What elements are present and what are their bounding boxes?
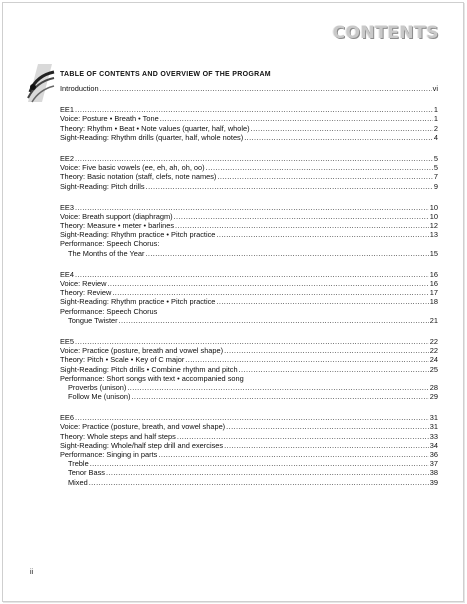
toc-entry-label: Theory: Measure • meter • barlines <box>60 221 175 231</box>
toc-entry-page: 21 <box>429 315 438 325</box>
toc-entry-label: Tenor Bass <box>68 468 105 478</box>
toc-entry[interactable] <box>60 441 438 450</box>
toc-entry-page: 5 <box>433 163 438 173</box>
toc-entry[interactable] <box>60 182 438 191</box>
toc-entry-page: 16 <box>429 279 438 288</box>
toc-entry[interactable] <box>60 355 438 364</box>
leader-dots <box>75 203 429 212</box>
toc-entry-page: 10 <box>429 202 438 212</box>
leader-dots <box>175 221 429 230</box>
toc-entry[interactable] <box>60 163 438 172</box>
toc-entry[interactable] <box>60 203 438 212</box>
toc-entry-label: Sight-Reading: Rhythm drills (quarter, half, whole notes) <box>60 132 244 142</box>
section-spacer <box>60 191 438 203</box>
toc-subheading: Performance: Speech Chorus <box>60 306 158 316</box>
toc-entry-label: Sight-Reading: Pitch drills <box>60 181 145 191</box>
toc-entry-page: 4 <box>433 132 438 142</box>
toc-entry-page: 7 <box>433 172 438 182</box>
toc-entry[interactable] <box>60 478 438 487</box>
leader-dots <box>216 297 428 306</box>
leader-dots <box>217 172 433 181</box>
toc-entry-label: Follow Me (unison) <box>68 392 131 402</box>
toc-entry-page: 29 <box>429 392 438 402</box>
toc-entry[interactable] <box>60 154 438 163</box>
toc-entry[interactable] <box>60 392 438 401</box>
toc-entry-label: The Months of the Year <box>68 248 145 258</box>
toc-entry-page: 22 <box>429 346 438 356</box>
leader-dots <box>75 154 433 163</box>
toc-entry-page: 34 <box>429 440 438 450</box>
toc-entry-label: Theory: Whole steps and half steps <box>60 431 176 441</box>
toc-entry-label: Introduction <box>60 84 99 93</box>
leader-dots <box>174 212 429 221</box>
toc-entry-label: EE4 <box>60 269 74 279</box>
toc-entry-page: 24 <box>429 355 438 365</box>
toc-entry[interactable] <box>60 432 438 441</box>
leader-dots <box>244 133 433 142</box>
toc-entry[interactable] <box>60 114 438 123</box>
toc-entry-label: Theory: Rhythm • Beat • Note values (quarter, half, whole) <box>60 123 250 133</box>
toc-entry[interactable] <box>60 468 438 477</box>
toc-entry-label: Sight-Reading: Whole/half step drill and exercises <box>60 440 224 450</box>
toc-list <box>60 84 438 487</box>
toc-entry-label: Voice: Posture • Breath • Tone <box>60 114 159 124</box>
toc-entry[interactable] <box>60 288 438 297</box>
toc-entry[interactable] <box>60 316 438 325</box>
toc-entry[interactable] <box>60 383 438 392</box>
toc-entry[interactable] <box>60 221 438 230</box>
toc-entry-label: Treble <box>68 459 89 469</box>
leader-dots <box>224 346 429 355</box>
toc-entry-page: 36 <box>429 450 438 459</box>
toc-entry-introduction[interactable] <box>60 84 438 93</box>
leader-dots <box>119 316 429 325</box>
leader-dots <box>127 383 428 392</box>
leader-dots <box>75 105 433 114</box>
toc-entry[interactable] <box>60 459 438 468</box>
toc-entry-page: 31 <box>429 422 438 432</box>
leader-dots <box>177 432 429 441</box>
leader-dots <box>100 84 432 93</box>
toc-entry-page: 37 <box>429 459 438 469</box>
toc-subheading: Performance: Speech Chorus: <box>60 239 160 249</box>
section-spacer <box>60 258 438 270</box>
toc-entry-page: 1 <box>433 114 438 124</box>
leader-dots <box>251 124 433 133</box>
toc-entry-label: Voice: Five basic vowels (ee, eh, ah, oh, oo) <box>60 163 205 173</box>
toc-entry-label: Theory: Pitch • Scale • Key of C major <box>60 355 185 365</box>
toc-entry-page: 9 <box>433 181 438 191</box>
section-spacer <box>60 325 438 337</box>
toc-entry-label: EE5 <box>60 336 74 346</box>
toc-entry-label: Voice: Practice (posture, breath, and vowel shape) <box>60 422 226 432</box>
toc-entry[interactable] <box>60 337 438 346</box>
toc-entry[interactable] <box>60 172 438 181</box>
toc-entry[interactable] <box>60 365 438 374</box>
toc-entry-label: Sight-Reading: Rhythm practice • Pitch practice <box>60 230 216 240</box>
toc-entry-page: 31 <box>429 413 438 423</box>
leader-dots <box>90 459 429 468</box>
toc-entry-label: Theory: Basic notation (staff, clefs, note names) <box>60 172 217 182</box>
toc-entry-label: Sight-Reading: Pitch drills • Combine rhythm and pitch <box>60 364 238 374</box>
toc-entry-label: Voice: Practice (posture, breath and vowel shape) <box>60 346 224 356</box>
toc-entry-page: 15 <box>429 248 438 258</box>
leader-dots <box>160 114 433 123</box>
section-spacer <box>60 142 438 154</box>
toc-entry-label: Theory: Review <box>60 288 112 298</box>
toc-entry-label: Tongue Twister <box>68 315 118 325</box>
toc-entry[interactable] <box>60 249 438 258</box>
toc-entry-page: 39 <box>429 477 438 487</box>
leader-dots <box>224 441 429 450</box>
toc-entry[interactable] <box>60 297 438 306</box>
toc-heading: TABLE OF CONTENTS AND OVERVIEW OF THE PROGRAM <box>60 71 271 78</box>
toc-entry-page: 1 <box>433 105 438 115</box>
leader-dots <box>106 468 429 477</box>
toc-entry[interactable] <box>60 450 438 459</box>
leader-dots <box>145 249 428 258</box>
leader-dots <box>131 392 428 401</box>
leader-dots <box>75 270 429 279</box>
leader-dots <box>89 478 429 487</box>
toc-entry[interactable] <box>60 270 438 279</box>
page-number: ii <box>30 569 34 576</box>
toc-entry-page: 25 <box>429 364 438 374</box>
toc-entry-page: 16 <box>429 269 438 279</box>
toc-entry[interactable] <box>60 124 438 133</box>
toc-entry[interactable] <box>60 279 438 288</box>
toc-entry-page: 2 <box>433 123 438 133</box>
leader-dots <box>75 337 429 346</box>
toc-entry-page: vi <box>432 84 438 93</box>
toc-entry-page: 28 <box>429 382 438 392</box>
toc-entry-label: Voice: Review <box>60 279 107 288</box>
toc-entry-page: 10 <box>429 211 438 221</box>
toc-entry-label: EE6 <box>60 413 74 423</box>
toc-entry[interactable] <box>60 422 438 431</box>
leader-dots <box>75 413 429 422</box>
toc-entry-label: EE3 <box>60 202 74 212</box>
section-spacer <box>60 401 438 413</box>
toc-entry-label: EE1 <box>60 105 74 115</box>
toc-entry[interactable] <box>60 133 438 142</box>
leader-dots <box>216 230 428 239</box>
toc-entry-page: 38 <box>429 468 438 478</box>
toc-entry-page: 33 <box>429 431 438 441</box>
toc-entry-label: Mixed <box>68 477 88 487</box>
page-title: CONTENTS <box>332 23 439 43</box>
toc-entry-page: 12 <box>429 221 438 231</box>
toc-entry-page: 17 <box>429 288 438 298</box>
leader-dots <box>226 422 429 431</box>
leader-dots <box>158 450 428 459</box>
leader-dots <box>239 365 429 374</box>
choir-logo-icon <box>24 62 56 104</box>
toc-entry-page: 18 <box>429 297 438 307</box>
toc-entry[interactable] <box>60 346 438 355</box>
toc-entry-page: 5 <box>433 153 438 163</box>
leader-dots <box>185 355 428 364</box>
leader-dots <box>112 288 428 297</box>
toc-entry-label: Performance: Singing in parts <box>60 450 158 459</box>
toc-entry-page: 13 <box>429 230 438 240</box>
leader-dots <box>107 279 428 288</box>
toc-entry[interactable] <box>60 413 438 422</box>
leader-dots <box>146 182 433 191</box>
toc-entry-label: Proverbs (unison) <box>68 382 127 392</box>
toc-entry[interactable] <box>60 212 438 221</box>
toc-entry-label: Sight-Reading: Rhythm practice • Pitch practice <box>60 297 216 307</box>
toc-entry[interactable] <box>60 230 438 239</box>
toc-entry-page: 22 <box>429 336 438 346</box>
toc-entry[interactable] <box>60 105 438 114</box>
section-spacer <box>60 93 438 105</box>
toc-subheading: Performance: Short songs with text • accompanied song <box>60 373 244 383</box>
leader-dots <box>206 163 433 172</box>
toc-entry-label: Voice: Breath support (diaphragm) <box>60 211 173 221</box>
toc-entry-label: EE2 <box>60 153 74 163</box>
